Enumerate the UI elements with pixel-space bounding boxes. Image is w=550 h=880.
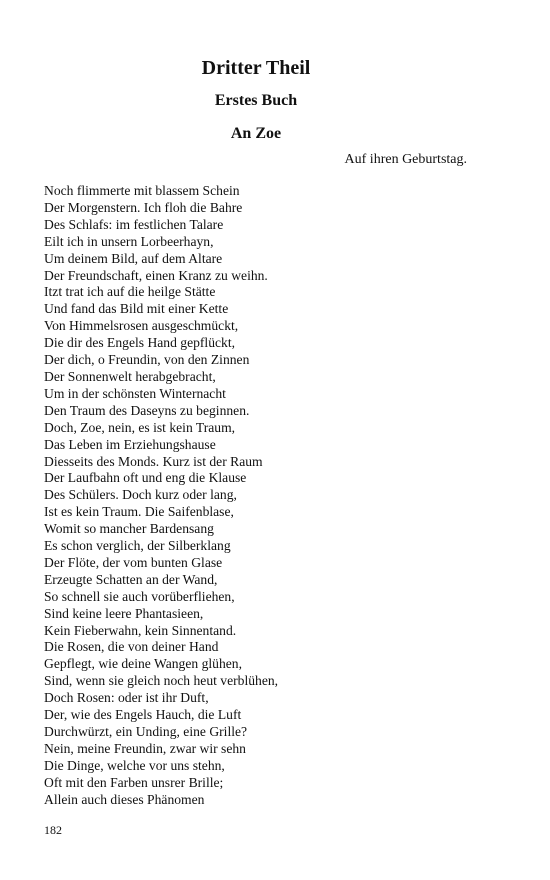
poem-line: Um in der schönsten Winternacht — [44, 385, 226, 401]
poem-line: Noch flimmerte mit blassem Schein — [44, 183, 240, 198]
poem-line: Der Sonnenwelt herabgebracht, — [44, 368, 216, 384]
book-title: Erstes Buch — [214, 92, 298, 109]
poem-line: Den Traum des Daseyns zu beginnen. — [44, 402, 250, 418]
poem-line: Von Himmelsrosen ausgeschmückt, — [44, 318, 239, 334]
poem-line: Und fand das Bild mit einer Kette — [44, 301, 229, 317]
poem-line: Der Laufbahn oft und eng die Klause — [44, 470, 247, 486]
poem-line: Eilt ich in unsern Lorbeerhayn, — [44, 233, 214, 249]
page-number: 182 — [44, 823, 62, 837]
part-title: Dritter Theil — [201, 57, 311, 79]
poem-line: Die Dinge, welche vor uns stehn, — [44, 757, 225, 773]
poem-line: Die Rosen, die von deiner Hand — [44, 639, 219, 655]
poem-line: Gepflegt, wie deine Wangen glühen, — [44, 656, 242, 672]
poem-line: Oft mit den Farben unsrer Brille; — [44, 774, 224, 790]
poem-line: Durchwürzt, ein Unding, eine Grille? — [44, 724, 248, 739]
poem-line: Der, wie des Engels Hauch, die Luft — [44, 707, 242, 723]
poem-line: Des Schülers. Doch kurz oder lang, — [44, 487, 237, 503]
poem-line: Doch Rosen: oder ist ihr Duft, — [44, 690, 209, 706]
poem-line: Kein Fieberwahn, kein Sinnentand. — [44, 622, 237, 638]
poem-line: Nein, meine Freundin, zwar wir sehn — [44, 740, 246, 756]
poem-line: Der dich, o Freundin, von den Zinnen — [44, 352, 250, 368]
poem-line: Des Schlafs: im festlichen Talare — [44, 216, 224, 232]
poem-line: Um deinem Bild, auf dem Altare — [44, 250, 223, 266]
poem-line: Der Flöte, der vom bunten Glase — [44, 554, 223, 570]
dedication-line: Auf ihren Geburtstag. — [344, 152, 467, 167]
poem-line: Doch, Zoe, nein, es ist kein Traum, — [44, 419, 236, 435]
poem-line: Der Morgenstern. Ich floh die Bahre — [44, 199, 243, 215]
poem-line: Womit so mancher Bardensang — [44, 521, 214, 537]
poem-line: Das Leben im Erziehungshause — [44, 436, 216, 452]
poem-line: Diesseits des Monds. Kurz ist der Raum — [44, 453, 263, 469]
poem-line: Ist es kein Traum. Die Saifenblase, — [44, 504, 234, 520]
poem-line: Sind keine leere Phantasieen, — [44, 605, 204, 621]
poem-line: So schnell sie auch vorüberfliehen, — [44, 588, 235, 604]
poem-line: Die dir des Engels Hand gepflückt, — [44, 335, 236, 351]
poem-line: Es schon verglich, der Silberklang — [44, 538, 231, 554]
poem-line: Itzt trat ich auf die heilge Stätte — [44, 284, 216, 300]
poem-line: Sind, wenn sie gleich noch heut verblühen, — [44, 673, 279, 689]
poem-line: Der Freundschaft, einen Kranz zu weihn. — [44, 267, 268, 283]
poem-title: An Zoe — [230, 125, 282, 142]
poem-line: Allein auch dieses Phänomen — [44, 791, 205, 807]
poem-line: Erzeugte Schatten an der Wand, — [44, 571, 218, 587]
poem-body — [44, 183, 484, 809]
